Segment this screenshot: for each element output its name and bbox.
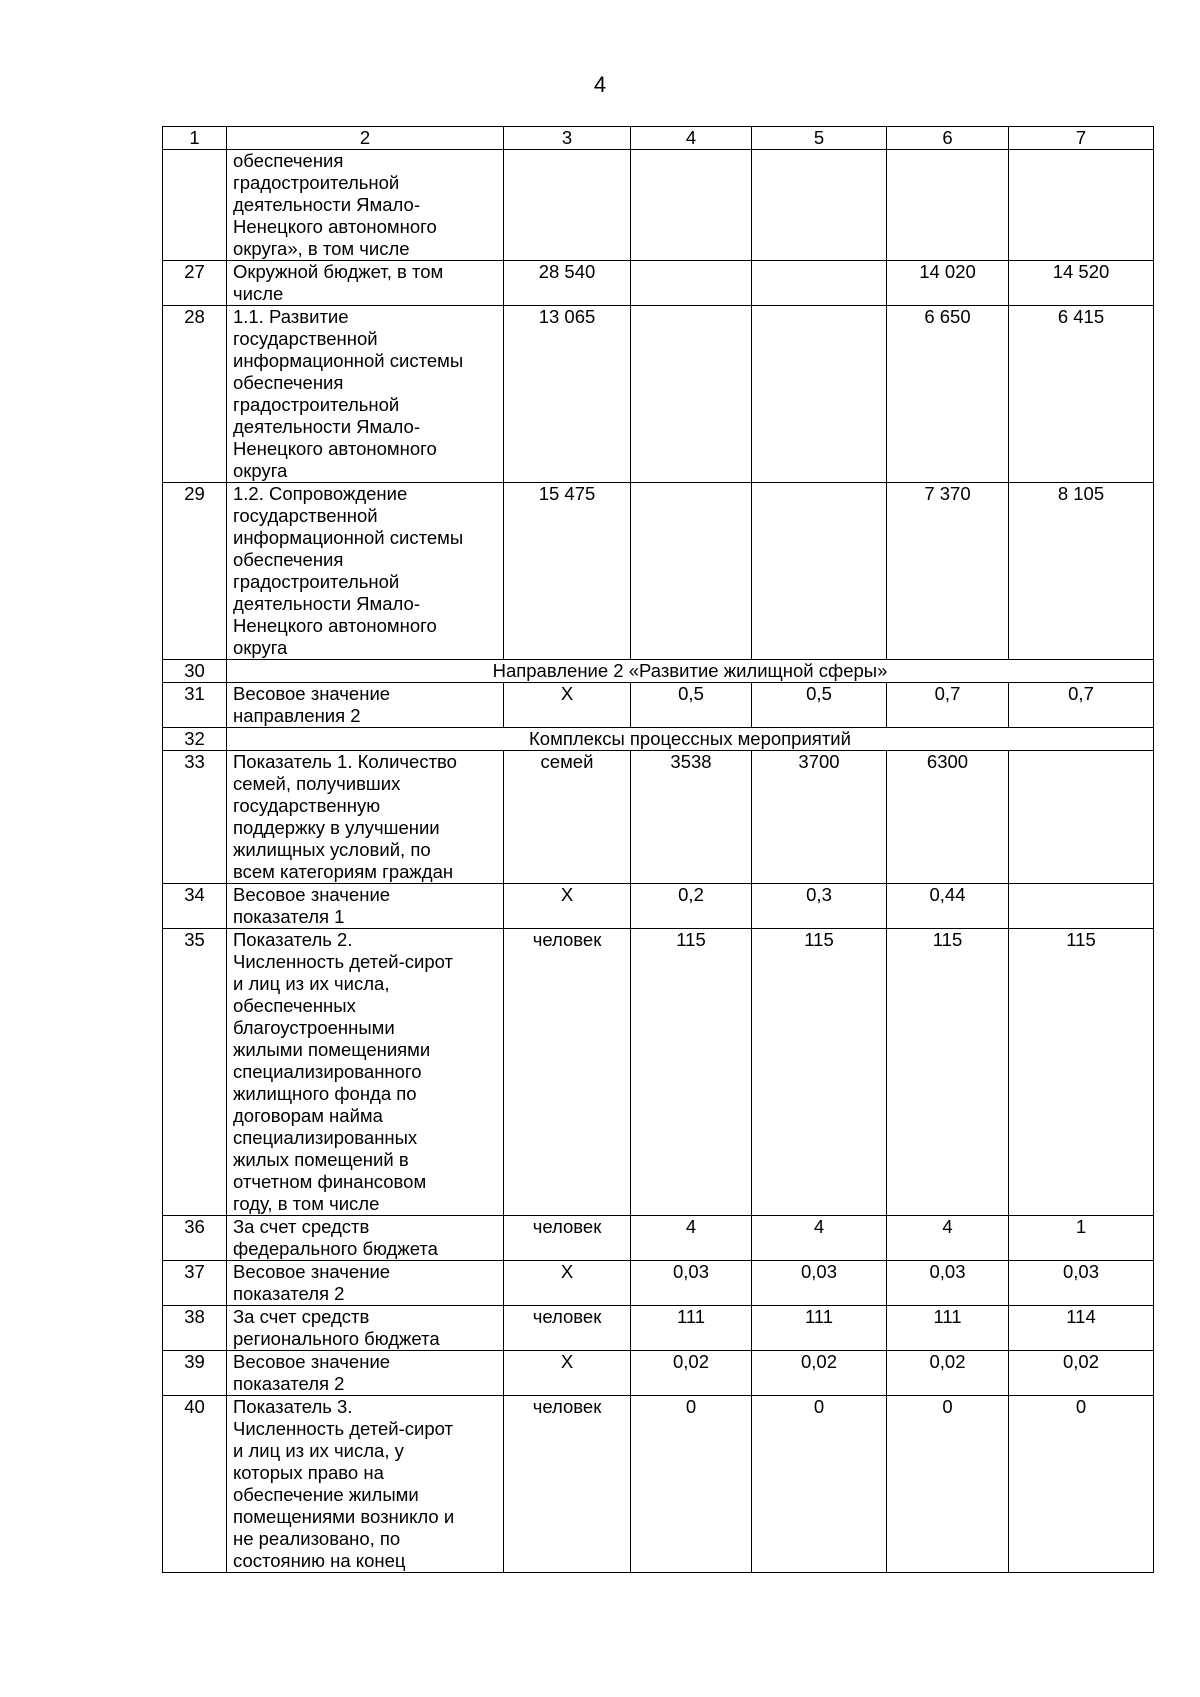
row-name-cell: Весовое значение показателя 2	[227, 1351, 504, 1396]
row-number-cell: 39	[163, 1351, 227, 1396]
value-cell-c3: X	[504, 1351, 631, 1396]
table-row	[163, 1306, 1154, 1351]
table-row	[163, 1351, 1154, 1396]
value-cell-c4: 0	[631, 1396, 752, 1573]
data-table	[162, 126, 1154, 1573]
table-row	[163, 660, 1154, 683]
section-heading-cell: Направление 2 «Развитие жилищной сферы»	[227, 660, 1154, 683]
row-name-cell: Показатель 3. Численность детей-сирот и лиц из их числа, у которых право на обеспечение жилыми помещениями возникло и не реализовано, по состоянию на конец	[227, 1396, 504, 1573]
value-cell-c3: 13 065	[504, 306, 631, 483]
header-cell: 2	[227, 127, 504, 150]
table-row	[163, 150, 1154, 261]
header-cell: 7	[1009, 127, 1154, 150]
value-cell-c6: 115	[887, 929, 1009, 1216]
value-cell-c7	[1009, 884, 1154, 929]
page-number: 4	[593, 72, 607, 97]
header-cell: 4	[631, 127, 752, 150]
value-cell-c7: 0,7	[1009, 683, 1154, 728]
value-cell-c5: 0,02	[752, 1351, 887, 1396]
header-cell: 1	[163, 127, 227, 150]
header-cell: 5	[752, 127, 887, 150]
value-cell-c7: 0,03	[1009, 1261, 1154, 1306]
row-number-cell: 33	[163, 751, 227, 884]
value-cell-c6: 4	[887, 1216, 1009, 1261]
row-number-cell: 38	[163, 1306, 227, 1351]
value-cell-c3: человек	[504, 1396, 631, 1573]
table-row	[163, 884, 1154, 929]
value-cell-c7	[1009, 150, 1154, 261]
value-cell-c3: семей	[504, 751, 631, 884]
value-cell-c6: 0	[887, 1396, 1009, 1573]
table-row	[163, 306, 1154, 483]
value-cell-c3: X	[504, 1261, 631, 1306]
value-cell-c5: 4	[752, 1216, 887, 1261]
value-cell-c4: 0,02	[631, 1351, 752, 1396]
value-cell-c4: 0,2	[631, 884, 752, 929]
value-cell-c6: 0,7	[887, 683, 1009, 728]
value-cell-c3: человек	[504, 1216, 631, 1261]
table-body	[163, 127, 1154, 1573]
row-name-cell: Весовое значение показателя 1	[227, 884, 504, 929]
value-cell-c5: 3700	[752, 751, 887, 884]
table-row	[163, 1216, 1154, 1261]
row-number-cell: 37	[163, 1261, 227, 1306]
value-cell-c3: 28 540	[504, 261, 631, 306]
value-cell-c6: 0,03	[887, 1261, 1009, 1306]
value-cell-c3: X	[504, 683, 631, 728]
row-name-cell: Показатель 2. Численность детей-сирот и лиц из их числа, обеспеченных благоустроенными жилыми помещениями специализированного жилищного фонда по договорам найма специализированных жилых помещений в отчетном финансовом году, в том числе	[227, 929, 504, 1216]
value-cell-c5	[752, 483, 887, 660]
section-heading-cell: Комплексы процессных мероприятий	[227, 728, 1154, 751]
value-cell-c7: 1	[1009, 1216, 1154, 1261]
row-number-cell: 27	[163, 261, 227, 306]
table-row	[163, 751, 1154, 884]
row-name-cell: Окружной бюджет, в том числе	[227, 261, 504, 306]
value-cell-c4: 0,5	[631, 683, 752, 728]
value-cell-c5: 0	[752, 1396, 887, 1573]
value-cell-c7: 14 520	[1009, 261, 1154, 306]
row-name-cell: За счет средств регионального бюджета	[227, 1306, 504, 1351]
value-cell-c3: человек	[504, 1306, 631, 1351]
value-cell-c6: 7 370	[887, 483, 1009, 660]
value-cell-c7: 0	[1009, 1396, 1154, 1573]
table-row	[163, 1261, 1154, 1306]
row-number-cell: 34	[163, 884, 227, 929]
value-cell-c5: 115	[752, 929, 887, 1216]
value-cell-c5: 0,3	[752, 884, 887, 929]
row-number-cell: 29	[163, 483, 227, 660]
table-row	[163, 683, 1154, 728]
value-cell-c7: 114	[1009, 1306, 1154, 1351]
row-number-cell: 36	[163, 1216, 227, 1261]
table-row	[163, 261, 1154, 306]
value-cell-c5	[752, 261, 887, 306]
value-cell-c6: 14 020	[887, 261, 1009, 306]
table-row	[163, 1396, 1154, 1573]
row-name-cell: 1.1. Развитие государственной информационной системы обеспечения градостроительной деятельности Ямало- Ненецкого автономного округа	[227, 306, 504, 483]
table-row	[163, 483, 1154, 660]
value-cell-c7: 8 105	[1009, 483, 1154, 660]
value-cell-c7	[1009, 751, 1154, 884]
table-row	[163, 728, 1154, 751]
row-name-cell: Весовое значение показателя 2	[227, 1261, 504, 1306]
value-cell-c7: 115	[1009, 929, 1154, 1216]
value-cell-c7: 0,02	[1009, 1351, 1154, 1396]
value-cell-c6: 6 650	[887, 306, 1009, 483]
value-cell-c4	[631, 483, 752, 660]
value-cell-c5	[752, 150, 887, 261]
table-row	[163, 929, 1154, 1216]
row-name-cell: За счет средств федерального бюджета	[227, 1216, 504, 1261]
row-number-cell: 40	[163, 1396, 227, 1573]
value-cell-c4	[631, 150, 752, 261]
row-name-cell: Весовое значение направления 2	[227, 683, 504, 728]
value-cell-c3: X	[504, 884, 631, 929]
row-name-cell: Показатель 1. Количество семей, получивших государственную поддержку в улучшении жилищных условий, по всем категориям граждан	[227, 751, 504, 884]
header-cell: 3	[504, 127, 631, 150]
value-cell-c5: 111	[752, 1306, 887, 1351]
row-name-cell: 1.2. Сопровождение государственной информационной системы обеспечения градостроительной деятельности Ямало- Ненецкого автономного округа	[227, 483, 504, 660]
row-number-cell: 28	[163, 306, 227, 483]
table-header-row	[163, 127, 1154, 150]
value-cell-c6: 111	[887, 1306, 1009, 1351]
value-cell-c4	[631, 261, 752, 306]
value-cell-c6: 0,44	[887, 884, 1009, 929]
value-cell-c3: человек	[504, 929, 631, 1216]
row-number-cell: 32	[163, 728, 227, 751]
value-cell-c6	[887, 150, 1009, 261]
row-number-cell: 30	[163, 660, 227, 683]
value-cell-c6: 0,02	[887, 1351, 1009, 1396]
row-number-cell	[163, 150, 227, 261]
value-cell-c5	[752, 306, 887, 483]
value-cell-c4	[631, 306, 752, 483]
value-cell-c7: 6 415	[1009, 306, 1154, 483]
value-cell-c4: 115	[631, 929, 752, 1216]
value-cell-c4: 3538	[631, 751, 752, 884]
value-cell-c5: 0,5	[752, 683, 887, 728]
header-cell: 6	[887, 127, 1009, 150]
value-cell-c4: 111	[631, 1306, 752, 1351]
row-number-cell: 31	[163, 683, 227, 728]
value-cell-c3: 15 475	[504, 483, 631, 660]
value-cell-c4: 4	[631, 1216, 752, 1261]
value-cell-c6: 6300	[887, 751, 1009, 884]
value-cell-c3	[504, 150, 631, 261]
value-cell-c4: 0,03	[631, 1261, 752, 1306]
row-number-cell: 35	[163, 929, 227, 1216]
row-name-cell: обеспечения градостроительной деятельности Ямало- Ненецкого автономного округа», в том числе	[227, 150, 504, 261]
value-cell-c5: 0,03	[752, 1261, 887, 1306]
